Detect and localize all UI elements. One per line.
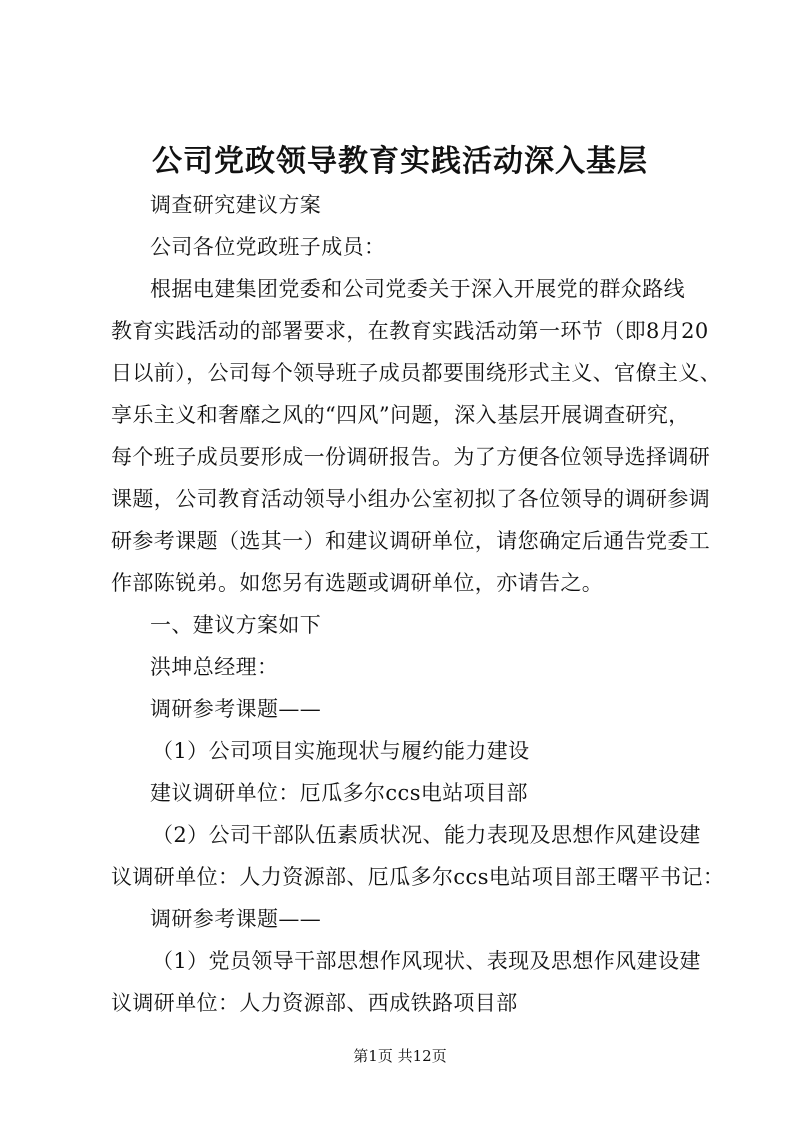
body-line: 调研参考课题—— xyxy=(150,907,322,931)
body-line: 议调研单位：人力资源部、西成铁路项目部 xyxy=(111,991,518,1015)
body-line: 日以前），公司每个领导班子成员都要围绕形式主义、官僚主义、 xyxy=(111,361,722,385)
body-line: （1）公司项目实施现状与履约能力建设 xyxy=(152,739,530,763)
subtitle-line: 调查研究建议方案 xyxy=(150,193,322,217)
body-line: 议调研单位：人力资源部、厄瓜多尔ccs电站项目部王曙平书记： xyxy=(111,865,725,889)
body-line: 调研参考课题—— xyxy=(150,697,322,721)
salutation-line: 公司各位党政班子成员： xyxy=(150,235,386,259)
body-line: 教育实践活动的部署要求，在教育实践活动第一环节（即8月20 xyxy=(111,319,709,343)
body-line: 建议调研单位：厄瓜多尔ccs电站项目部 xyxy=(150,781,528,805)
page-footer: 第1页 共12页 xyxy=(353,1047,447,1065)
body-line: 根据电建集团党委和公司党委关于深入开展党的群众路线 xyxy=(150,277,685,301)
body-line: （2）公司干部队伍素质状况、能力表现及思想作风建设建 xyxy=(152,823,701,847)
body-line: 研参考课题（选其一）和建议调研单位，请您确定后通告党委工 xyxy=(111,529,711,553)
body-line: （1）党员领导干部思想作风现状、表现及思想作风建设建 xyxy=(152,949,701,973)
body-line: 作部陈锐弟。如您另有选题或调研单位，亦请告之。 xyxy=(111,571,604,595)
body-line: 每个班子成员要形成一份调研报告。为了方便各位领导选择调研 xyxy=(111,445,711,469)
document-title: 公司党政领导教育实践活动深入基层 xyxy=(152,144,648,179)
body-line: 课题，公司教育活动领导小组办公室初拟了各位领导的调研参调 xyxy=(111,487,711,511)
body-line: 洪坤总经理： xyxy=(150,655,279,679)
body-line: 享乐主义和奢靡之风的“四风”问题，深入基层开展调查研究， xyxy=(111,403,690,427)
section-heading: 一、建议方案如下 xyxy=(150,613,322,637)
